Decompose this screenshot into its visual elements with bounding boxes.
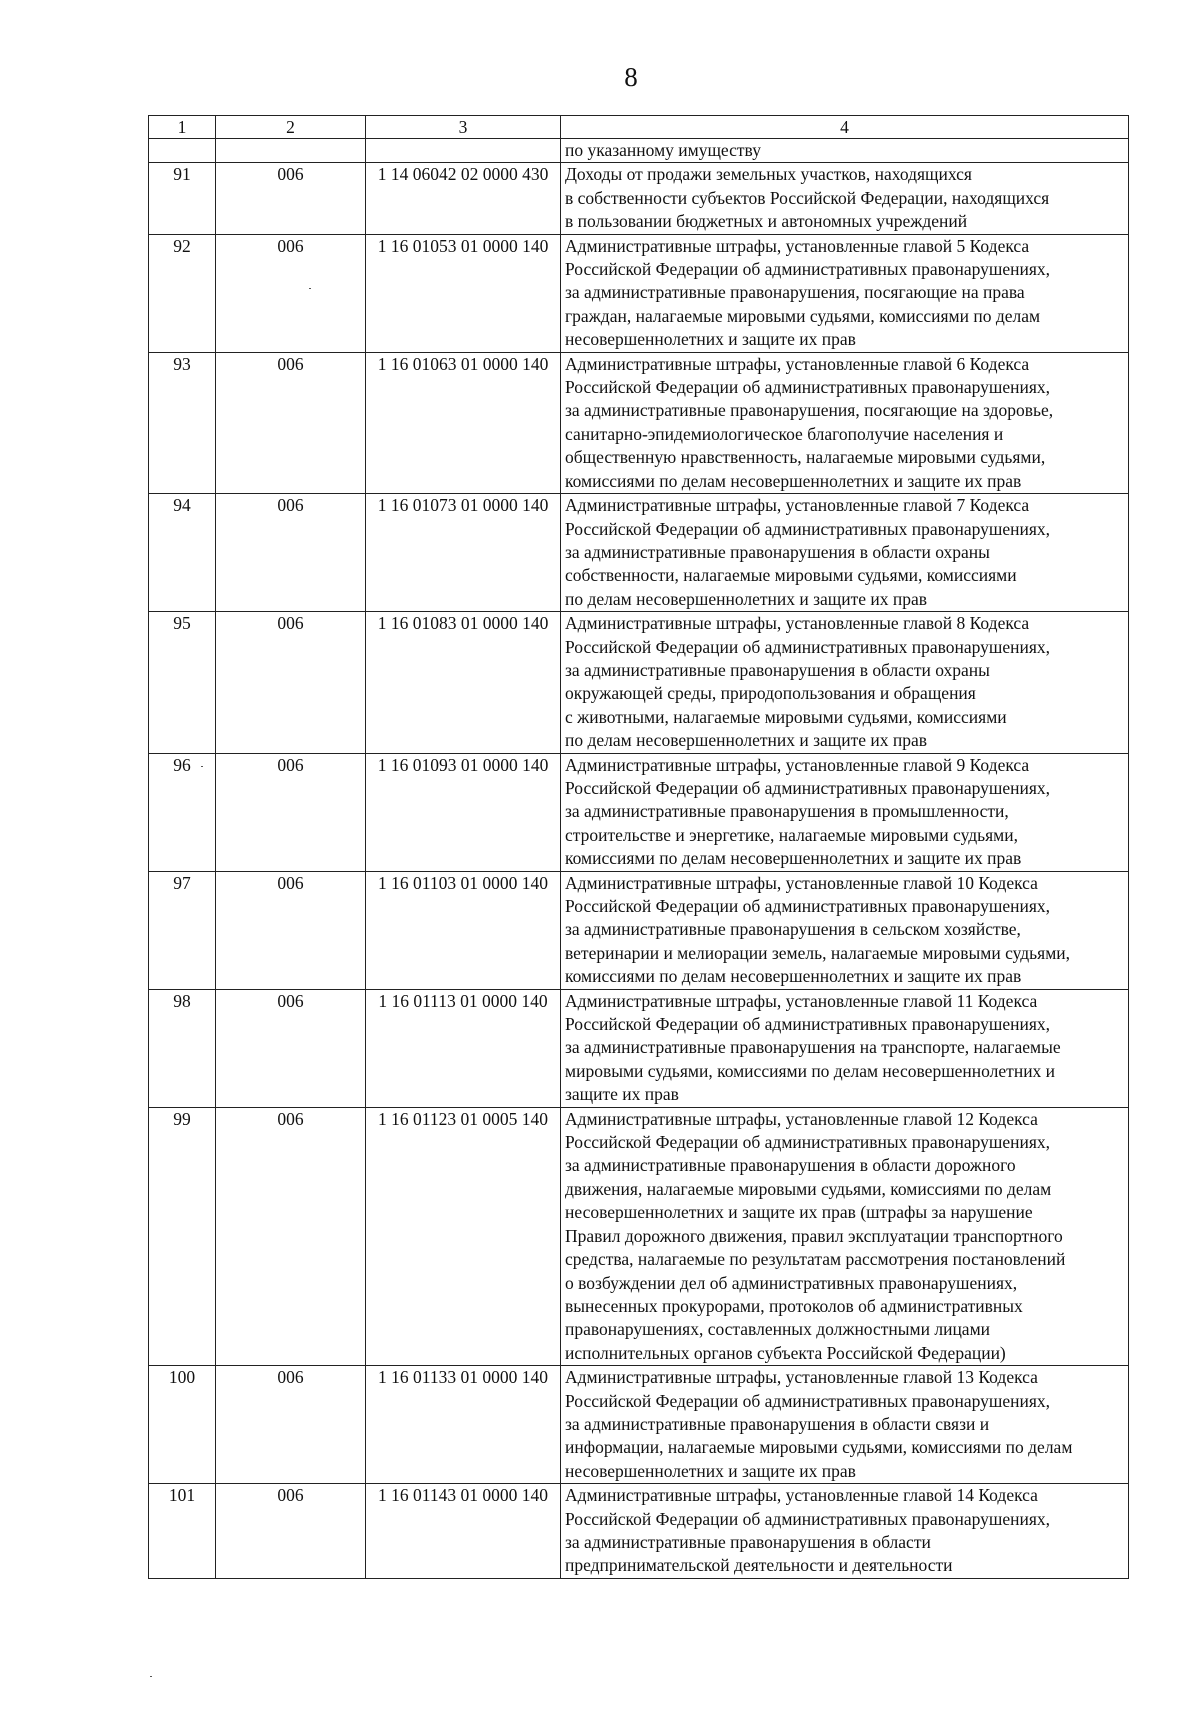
row-number: 91	[149, 163, 216, 234]
text-line: несовершеннолетних и защите их прав	[565, 1460, 856, 1481]
admin-code: 006	[216, 871, 366, 989]
text-line: за административные правонарушения, посягающие на здоровье,	[565, 400, 1054, 421]
table-row	[149, 163, 1129, 234]
budget-code: 1 16 01123 01 0005 140	[366, 1107, 561, 1365]
admin-code: 006	[216, 163, 366, 234]
text-line: Российской Федерации об административных правонарушениях,	[565, 259, 1051, 280]
row-number: 92	[149, 234, 216, 352]
row-number: 95	[149, 612, 216, 753]
text-line: Российской Федерации об административных правонарушениях,	[565, 896, 1051, 916]
text-line: Административные штрафы, установленные главой 13 Кодекса	[565, 1367, 1038, 1388]
income-description	[561, 989, 1129, 1107]
text-line: по указанному имуществу	[565, 140, 761, 160]
table-row	[149, 494, 1129, 612]
text-line: Правил дорожного движения, правил эксплуатации транспортного	[565, 1225, 1063, 1246]
text-line: комиссиями по делам несовершеннолетних и защите их прав	[565, 470, 1022, 491]
text-line: Административные штрафы, установленные главой 9 Кодекса	[565, 754, 1030, 775]
text-line: Российской Федерации об административных правонарушениях,	[565, 1014, 1051, 1035]
text-line: комиссиями по делам несовершеннолетних и защите их прав	[565, 848, 1022, 869]
budget-code: 1 16 01143 01 0000 140	[366, 1484, 561, 1579]
row-number: 97	[149, 871, 216, 989]
text-line: за административные правонарушения, посягающие на права	[565, 282, 1025, 303]
text-line: движения, налагаемые мировыми судьями, комиссиями по делам	[565, 1178, 1052, 1199]
budget-code: 1 16 01053 01 0000 140	[366, 234, 561, 352]
budget-code: 1 16 01063 01 0000 140	[366, 352, 561, 493]
text-line: в собственности субъектов Российской Федерации, находящихся	[565, 187, 1050, 208]
text-line: за административные правонарушения в области связи и	[565, 1413, 990, 1434]
table-row	[149, 234, 1129, 352]
text-line: Российской Федерации об административных правонарушениях,	[565, 1390, 1051, 1411]
scan-speck	[150, 1676, 152, 1677]
income-codes-table	[148, 115, 1129, 1579]
row-number: 94	[149, 494, 216, 612]
income-description	[561, 753, 1129, 871]
row-number: 101	[149, 1484, 216, 1579]
budget-code: 1 16 01093 01 0000 140	[366, 753, 561, 871]
text-line: исполнительных органов субъекта Российской Федерации)	[565, 1342, 1006, 1363]
text-line: несовершеннолетних и защите их прав (штрафы за нарушение	[565, 1202, 1033, 1223]
text-line: за административные правонарушения в промышленности,	[565, 801, 1009, 822]
text-line: за административные правонарушения в области дорожного	[565, 1155, 1016, 1176]
table-row	[149, 1107, 1129, 1365]
admin-code: 006	[216, 989, 366, 1107]
scan-speck	[201, 766, 203, 767]
text-line: предпринимательской деятельности и деятельности	[565, 1555, 953, 1576]
text-line: за административные правонарушения в области охраны	[565, 659, 990, 680]
text-line: Административные штрафы, установленные главой 14 Кодекса	[565, 1485, 1038, 1506]
admin-code: 006	[216, 352, 366, 493]
admin-code: 006	[216, 494, 366, 612]
header-col-2: 2	[216, 116, 366, 139]
text-line: собственности, налагаемые мировыми судьями, комиссиями	[565, 565, 1017, 586]
page-number: 8	[624, 62, 638, 92]
row-number: 98	[149, 989, 216, 1107]
text-line: Российской Федерации об административных правонарушениях,	[565, 636, 1051, 657]
budget-code: 1 16 01083 01 0000 140	[366, 612, 561, 753]
budget-code: 1 16 01073 01 0000 140	[366, 494, 561, 612]
income-description	[561, 234, 1129, 352]
text-line: Российской Федерации об административных правонарушениях,	[565, 777, 1051, 798]
text-line: ветеринарии и мелиорации земель, налагаемые мировыми судьями,	[565, 942, 1071, 963]
text-line: Административные штрафы, установленные главой 12 Кодекса	[565, 1108, 1038, 1129]
continuation-text	[561, 139, 1129, 163]
table-row	[149, 1484, 1129, 1579]
text-line: по делам несовершеннолетних и защите их прав	[565, 588, 928, 609]
text-line: строительстве и энергетике, налагаемые мировыми судьями,	[565, 824, 1018, 845]
budget-code: 1 16 01113 01 0000 140	[366, 989, 561, 1107]
continuation-row	[149, 139, 1129, 163]
table-row	[149, 1366, 1129, 1484]
header-col-1: 1	[149, 116, 216, 139]
text-line: с животными, налагаемые мировыми судьями, комиссиями	[565, 706, 1007, 727]
income-description	[561, 612, 1129, 753]
text-line: несовершеннолетних и защите их прав	[565, 329, 856, 350]
budget-code: 1 16 01133 01 0000 140	[366, 1366, 561, 1484]
text-line: средства, налагаемые по результатам рассмотрения постановлений	[565, 1249, 1066, 1270]
income-description	[561, 1484, 1129, 1579]
scan-speck	[309, 288, 311, 289]
text-line: окружающей среды, природопользования и обращения	[565, 683, 976, 704]
income-description	[561, 494, 1129, 612]
text-line: за административные правонарушения на транспорте, налагаемые	[565, 1037, 1061, 1058]
table-row	[149, 352, 1129, 493]
header-col-4: 4	[561, 116, 1129, 139]
row-number: 99	[149, 1107, 216, 1365]
text-line: за административные правонарушения в сельском хозяйстве,	[565, 919, 1021, 940]
text-line: комиссиями по делам несовершеннолетних и защите их прав	[565, 966, 1022, 987]
text-line: Российской Федерации об административных правонарушениях,	[565, 1508, 1051, 1529]
text-line: Административные штрафы, установленные главой 11 Кодекса	[565, 990, 1038, 1011]
income-description	[561, 352, 1129, 493]
row-number: 100	[149, 1366, 216, 1484]
text-line: Административные штрафы, установленные главой 10 Кодекса	[565, 872, 1038, 893]
income-description	[561, 163, 1129, 234]
header-col-3: 3	[366, 116, 561, 139]
text-line: Административные штрафы, установленные главой 8 Кодекса	[565, 613, 1030, 634]
text-line: мировыми судьями, комиссиями по делам несовершеннолетних и	[565, 1060, 1056, 1081]
admin-code: 006	[216, 1107, 366, 1365]
admin-code: 006	[216, 612, 366, 753]
text-line: Административные штрафы, установленные главой 5 Кодекса	[565, 235, 1030, 256]
text-line: о возбуждении дел об административных правонарушениях,	[565, 1272, 1018, 1293]
text-line: вынесенных прокурорами, протоколов об административных	[565, 1295, 1023, 1316]
text-line: Административные штрафы, установленные главой 7 Кодекса	[565, 495, 1030, 516]
text-line: санитарно-эпидемиологическое благополучие населения и	[565, 423, 1004, 444]
income-description	[561, 1366, 1129, 1484]
table-row	[149, 871, 1129, 989]
admin-code: 006	[216, 234, 366, 352]
table-row	[149, 753, 1129, 871]
text-line: Российской Федерации об административных правонарушениях,	[565, 1132, 1051, 1153]
income-description	[561, 1107, 1129, 1365]
text-line: Административные штрафы, установленные главой 6 Кодекса	[565, 353, 1030, 374]
text-line: за административные правонарушения в области охраны	[565, 541, 990, 562]
table-row	[149, 612, 1129, 753]
text-line: Доходы от продажи земельных участков, находящихся	[565, 164, 972, 185]
text-line: Российской Федерации об административных правонарушениях,	[565, 518, 1051, 539]
text-line: общественную нравственность, налагаемые мировыми судьями,	[565, 447, 1046, 468]
text-line: по делам несовершеннолетних и защите их прав	[565, 730, 928, 751]
text-line: в пользовании бюджетных и автономных учреждений	[565, 211, 968, 232]
text-line: защите их прав	[565, 1084, 679, 1105]
admin-code: 006	[216, 1366, 366, 1484]
text-line: граждан, налагаемые мировыми судьями, комиссиями по делам	[565, 305, 1041, 326]
row-number: 93	[149, 352, 216, 493]
admin-code: 006	[216, 753, 366, 871]
table-row	[149, 989, 1129, 1107]
text-line: Российской Федерации об административных правонарушениях,	[565, 377, 1051, 398]
budget-code: 1 14 06042 02 0000 430	[366, 163, 561, 234]
text-line: правонарушениях, составленных должностными лицами	[565, 1319, 991, 1340]
table-body	[149, 116, 1129, 1579]
row-number: 96	[149, 753, 216, 871]
table-header-row	[149, 116, 1129, 139]
text-line: за административные правонарушения в области	[565, 1531, 931, 1552]
budget-code: 1 16 01103 01 0000 140	[366, 871, 561, 989]
text-line: информации, налагаемые мировыми судьями, комиссиями по делам	[565, 1437, 1073, 1458]
income-description	[561, 871, 1129, 989]
admin-code: 006	[216, 1484, 366, 1579]
